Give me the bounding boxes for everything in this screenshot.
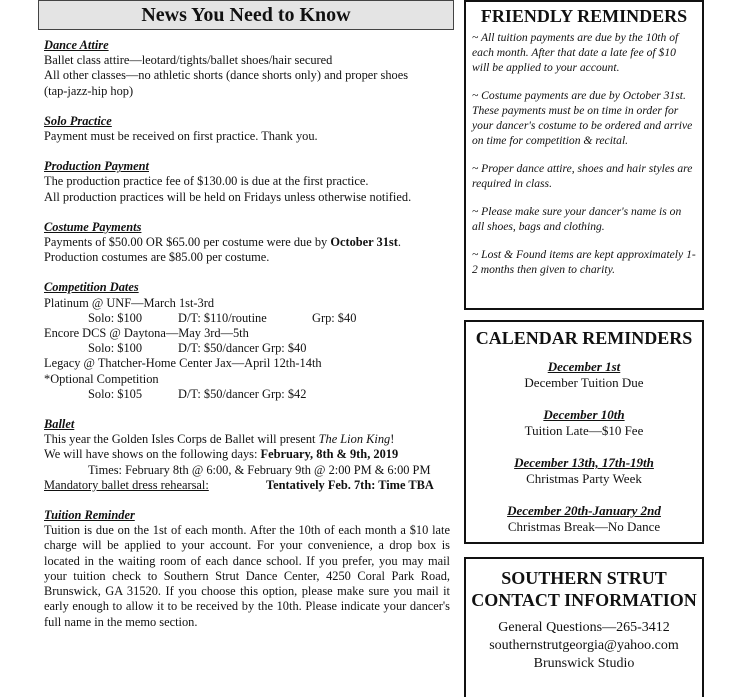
text-line: All other classes—no athletic shorts (dance shorts only) and proper shoes bbox=[44, 68, 409, 83]
solo-fee: Solo: $105 bbox=[88, 386, 143, 401]
section-heading: Solo Practice bbox=[44, 113, 112, 128]
solo-fee: Solo: $100 bbox=[88, 310, 143, 325]
section-heading: Competition Dates bbox=[44, 280, 139, 295]
calendar-item bbox=[466, 407, 702, 439]
section-heading: Dance Attire bbox=[44, 38, 109, 52]
contact-title: SOUTHERN STRUT bbox=[501, 568, 667, 588]
text-span: ! bbox=[390, 432, 395, 447]
contact-subtitle: CONTACT INFORMATION bbox=[471, 590, 697, 610]
calendar-item bbox=[466, 455, 702, 487]
tuition-text: Tuition is due on the 1st of each month. After the 10th of each month a $10 late charge will be applied to your account. For your convenience, a drop box is located in the waiting room of each dance school. If you prefer, you may mail your tuition check to Southern Strut Dance Center, 4250 Coral Park Road, Brunswick, GA 31520. If you choose this option, please make sure you mail it early enough to allow it to be received by the 10th. Please indicate your dancer's full name in the memo section. bbox=[44, 523, 450, 629]
text-line: All production practices will be held on Fridays unless otherwise notified. bbox=[44, 189, 412, 204]
calendar-date: December 20th-January 2nd bbox=[507, 503, 661, 518]
text-span: We will have shows on the following days: bbox=[44, 447, 261, 462]
text-span: This year the Golden Isles Corps de Ballet will present bbox=[44, 432, 319, 447]
competition-name: Encore DCS @ Daytona—May 3rd—5th bbox=[44, 326, 249, 341]
friendly-reminders-box bbox=[464, 0, 704, 310]
dance-attire-section bbox=[44, 38, 454, 99]
news-column bbox=[38, 0, 454, 630]
text-span: . bbox=[397, 235, 401, 250]
calendar-date: December 10th bbox=[543, 407, 625, 422]
contact-box bbox=[464, 557, 704, 697]
email-link[interactable]: southernstrutgeorgia@yahoo.com bbox=[489, 638, 679, 653]
calendar-desc: Christmas Break—No Dance bbox=[507, 519, 661, 534]
calendar-box bbox=[464, 320, 704, 544]
tuition-section bbox=[44, 508, 454, 630]
text-line: Production costumes are $85.00 per costume. bbox=[44, 250, 270, 265]
show-title: The Lion King bbox=[318, 432, 391, 447]
reminder-item: ~ Please make sure your dancer's name is on all shoes, bags and clothing. bbox=[472, 205, 682, 233]
reminder-item: ~ All tuition payments are due by the 10th of each month. After that date a late fee of $10 will be applied to your account. bbox=[472, 31, 679, 74]
section-heading: Tuition Reminder bbox=[44, 508, 135, 523]
competition-name: Platinum @ UNF—March 1st-3rd bbox=[44, 295, 215, 310]
reminder-item: ~ Lost & Found items are kept approximately 1-2 months then given to charity. bbox=[472, 248, 696, 276]
text-line: (tap-jazz-hip hop) bbox=[44, 83, 134, 98]
show-times: Times: February 8th @ 6:00, & February 9th @ 2:00 PM & 6:00 PM bbox=[88, 462, 431, 477]
rehearsal-row bbox=[44, 478, 454, 493]
fee-row bbox=[44, 387, 454, 402]
calendar-date: December 1st bbox=[547, 359, 621, 374]
solo-practice-section bbox=[44, 114, 454, 144]
production-payment-section bbox=[44, 159, 454, 205]
text-line bbox=[44, 432, 454, 447]
calendar-item bbox=[466, 359, 702, 391]
group-fee: Grp: $40 bbox=[312, 310, 357, 325]
section-heading: Ballet bbox=[44, 417, 75, 432]
text-line: Payment must be received on first practice. Thank you. bbox=[44, 129, 318, 144]
dt-fee: D/T: $110/routine bbox=[178, 310, 267, 325]
calendar-item bbox=[466, 503, 702, 535]
friendly-reminders-title: FRIENDLY REMINDERS bbox=[480, 6, 688, 26]
calendar-title: CALENDAR REMINDERS bbox=[475, 328, 693, 348]
calendar-desc: December Tuition Due bbox=[524, 375, 644, 390]
show-dates: February, 8th & 9th, 2019 bbox=[260, 447, 399, 462]
section-heading: Costume Payments bbox=[44, 219, 142, 234]
text-line: Ballet class attire—leotard/tights/ballet shoes/hair secured bbox=[44, 53, 333, 68]
calendar-desc: Christmas Party Week bbox=[526, 471, 642, 486]
text-line bbox=[44, 447, 454, 462]
section-heading: Production Payment bbox=[44, 159, 149, 174]
rehearsal-value: Tentatively Feb. 7th: Time TBA bbox=[266, 477, 434, 492]
reminder-item: ~ Costume payments are due by October 31st. These payments must be on time in order for your dancer's costume to be ordered and arrive on time for competition & recital. bbox=[472, 89, 693, 147]
calendar-date: December 13th, 17th-19th bbox=[514, 455, 654, 470]
text-span: Payments of $50.00 OR $65.00 per costume were due by bbox=[44, 235, 331, 250]
text-line: The production practice fee of $130.00 is due at the first practice. bbox=[44, 174, 369, 189]
solo-fee: Solo: $100 bbox=[88, 341, 143, 356]
fee-row bbox=[44, 311, 454, 326]
optional-note: *Optional Competition bbox=[44, 371, 159, 386]
due-date: October 31st bbox=[330, 235, 398, 250]
text-line bbox=[44, 235, 454, 250]
rehearsal-label: Mandatory ballet dress rehearsal: bbox=[44, 477, 209, 492]
studio-name: Brunswick Studio bbox=[533, 656, 635, 671]
dt-fee: D/T: $50/dancer Grp: $42 bbox=[178, 386, 307, 401]
calendar-desc: Tuition Late—$10 Fee bbox=[524, 423, 644, 438]
costume-payments-section bbox=[44, 220, 454, 266]
fee-row bbox=[44, 341, 454, 356]
ballet-section bbox=[44, 417, 454, 493]
news-title: News You Need to Know bbox=[38, 0, 454, 30]
dt-fee: D/T: $50/dancer Grp: $40 bbox=[178, 341, 307, 356]
competition-section bbox=[44, 280, 454, 402]
phone-number: General Questions—265-3412 bbox=[498, 620, 670, 635]
competition-name: Legacy @ Thatcher-Home Center Jax—April 12th-14th bbox=[44, 356, 322, 371]
reminder-item: ~ Proper dance attire, shoes and hair styles are required in class. bbox=[472, 162, 693, 190]
